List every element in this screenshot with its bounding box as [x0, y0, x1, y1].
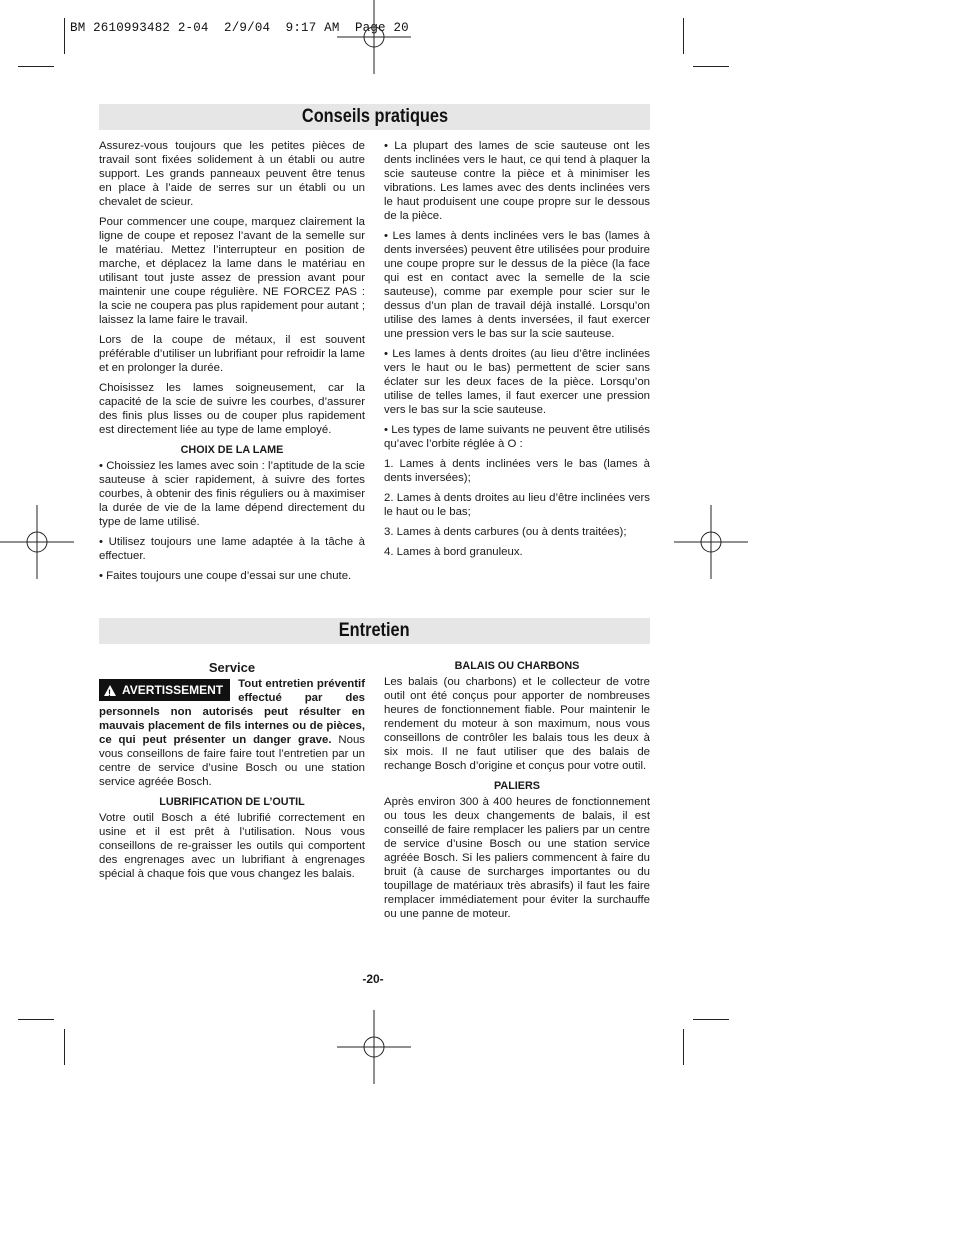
warning-badge: ! AVERTISSEMENT — [99, 679, 230, 701]
subheading-bearings: PALIERS — [494, 780, 540, 792]
list-item: 1. Lames à dents inclinées vers le bas (lames à dents inversées); — [384, 458, 650, 484]
bullet-item: • La plupart des lames de scie sauteuse ont les dents inclinées vers le haut, ce qui tend à plaquer la scie sauteuse contre la pièce et à minimiser les vibrations. Les lames avec des dents inclinées vers le haut produisent une coupe propre sur le dessous de la pièce. — [384, 140, 650, 222]
list-item: 4. Lames à bord granuleux. — [384, 546, 523, 558]
registration-mark — [337, 1010, 411, 1084]
column-conseils-right — [384, 139, 650, 565]
section-title-conseils: Conseils pratiques — [99, 104, 650, 130]
subheading-brushes: BALAIS OU CHARBONS — [454, 660, 580, 672]
paragraph: Votre outil Bosch a été lubrifié correctement en usine et il est prêt à l’utilisation. Nous vous conseillons de re-graisser les outils qui comportent des engrenages avec un lubrifiant à engrenages spécial à chaque fois que vous changez les balais. — [99, 812, 365, 880]
subheading-lubrication: LUBRIFICATION DE L’OUTIL — [159, 796, 305, 808]
paragraph: Après environ 300 à 400 heures de fonctionnement ou tous les deux changements de balais, il est conseillé de faire remplacer les paliers par un centre de service d’usine Bosch ou une station service agréée Bosch. Si les paliers commencent à faire du bruit (à cause de surcharges importantes ou du toupillage de matériaux très abrasifs) il faut les faire remplacer immédiatement pour éviter la surchauffe ou une panne de moteur. — [384, 796, 650, 920]
section-title-entretien: Entretien — [99, 618, 650, 644]
warning-triangle-icon — [104, 685, 116, 696]
crop-mark — [64, 1029, 65, 1065]
paragraph: Assurez-vous toujours que les petites pièces de travail sont fixées solidement à un établi ou autre support. Les grands panneaux peuvent être tenus en place à l’aide de serres sur un établi ou un chevalet de scieur. — [99, 140, 365, 208]
print-slug: BM 2610993482 2-04 2/9/04 9:17 AM Page 20 — [70, 21, 409, 35]
crop-mark — [693, 66, 729, 67]
crop-mark — [683, 18, 684, 54]
registration-mark — [674, 505, 748, 579]
crop-mark — [18, 1019, 54, 1020]
column-entretien-right — [384, 659, 650, 927]
paragraph: Pour commencer une coupe, marquez clairement la ligne de coupe et reposez l’avant de la semelle sur le matériau. Mettez l’interrupteur en position de marche, et déplacez la lame dans le matériau en utilisant tout juste assez de pression avant pour maintenir une coupe régulière. NE FORCEZ PAS : la scie ne coupera pas plus rapidement pour autant ; laissez la lame faire le travail. — [99, 216, 365, 326]
warning-paragraph: ! AVERTISSEMENT Tout entretien préventif effectué par des personnels non autorisés peut résulter en mauvais placement de fils internes ou de pièces, ce qui peut présenter un danger grave. Nous vous conseillons de faire faire tout l’entretien par un centre de service d’usine Bosch ou une station service agréée Bosch. — [99, 677, 365, 789]
paragraph: Les balais (ou charbons) et le collecteur de votre outil ont été conçus pour apporter de nombreuses heures de fonctionnement fiable. Pour maintenir le rendement du moteur à son maximum, nous vous conseillons de contrôler les balais tous les deux à six mois. Il ne faut utiliser que des balais de rechange Bosch d’origine et conçus pour votre outil. — [384, 676, 650, 772]
paragraph: Lors de la coupe de métaux, il est souvent préférable d’utiliser un lubrifiant pour refroidir la lame et en prolonger la durée. — [99, 334, 365, 374]
crop-mark — [683, 1029, 684, 1065]
registration-mark — [337, 0, 411, 74]
crop-mark — [64, 18, 65, 54]
page-number: -20- — [362, 972, 384, 986]
list-item: 3. Lames à dents carbures (ou à dents traitées); — [384, 526, 627, 538]
paragraph: Choisissez les lames soigneusement, car la capacité de la scie de suivre les courbes, d’assurer des finis plus lisses ou de couper plus rapidement est directement liée au type de lame employé. — [99, 382, 365, 436]
bullet-item: • Choissiez les lames avec soin : l’aptitude de la scie sauteuse à scier rapidement, à suivre des fortes courbes, à obtenir des finis réguliers ou à maximiser la durée de vie de la lame dépend directement du type de lame utilisé. — [99, 460, 365, 528]
column-conseils-left — [99, 139, 365, 589]
registration-mark — [0, 505, 74, 579]
subheading-blade-choice: CHOIX DE LA LAME — [180, 444, 284, 456]
crop-mark — [693, 1019, 729, 1020]
bullet-item: • Utilisez toujours une lame adaptée à la tâche à effectuer. — [99, 536, 365, 562]
bullet-item: • Les types de lame suivants ne peuvent être utilisés qu’avec l’orbite réglée à O : — [384, 424, 650, 450]
subheading-service: Service — [208, 660, 256, 675]
column-entretien-left — [99, 661, 365, 887]
list-item: 2. Lames à dents droites au lieu d’être inclinées vers le haut ou le bas; — [384, 492, 650, 518]
bullet-item: • Faites toujours une coupe d’essai sur une chute. — [99, 570, 352, 582]
bullet-item: • Les lames à dents inclinées vers le bas (lames à dents inversées) peuvent être utilisées pour produire une coupe propre sur le dessus de la pièce (la face qui est en contact avec la semelle de la scie sauteuse), comme par exemple pour scier sur le dessus d’un plan de travail déjà installé. Lorsqu’on utilise des lames à dents inversées, il faut exercer une pression vers le bas sur la scie sauteuse. — [384, 230, 650, 340]
crop-mark — [18, 66, 54, 67]
bullet-item: • Les lames à dents droites (au lieu d’être inclinées vers le haut ou le bas) permettent de scier sans éclater sur les deux faces de la pièce. Lorsqu’on utilise de telles lames, il faut exercer une pression vers le bas sur la scie sauteuse. — [384, 348, 650, 416]
